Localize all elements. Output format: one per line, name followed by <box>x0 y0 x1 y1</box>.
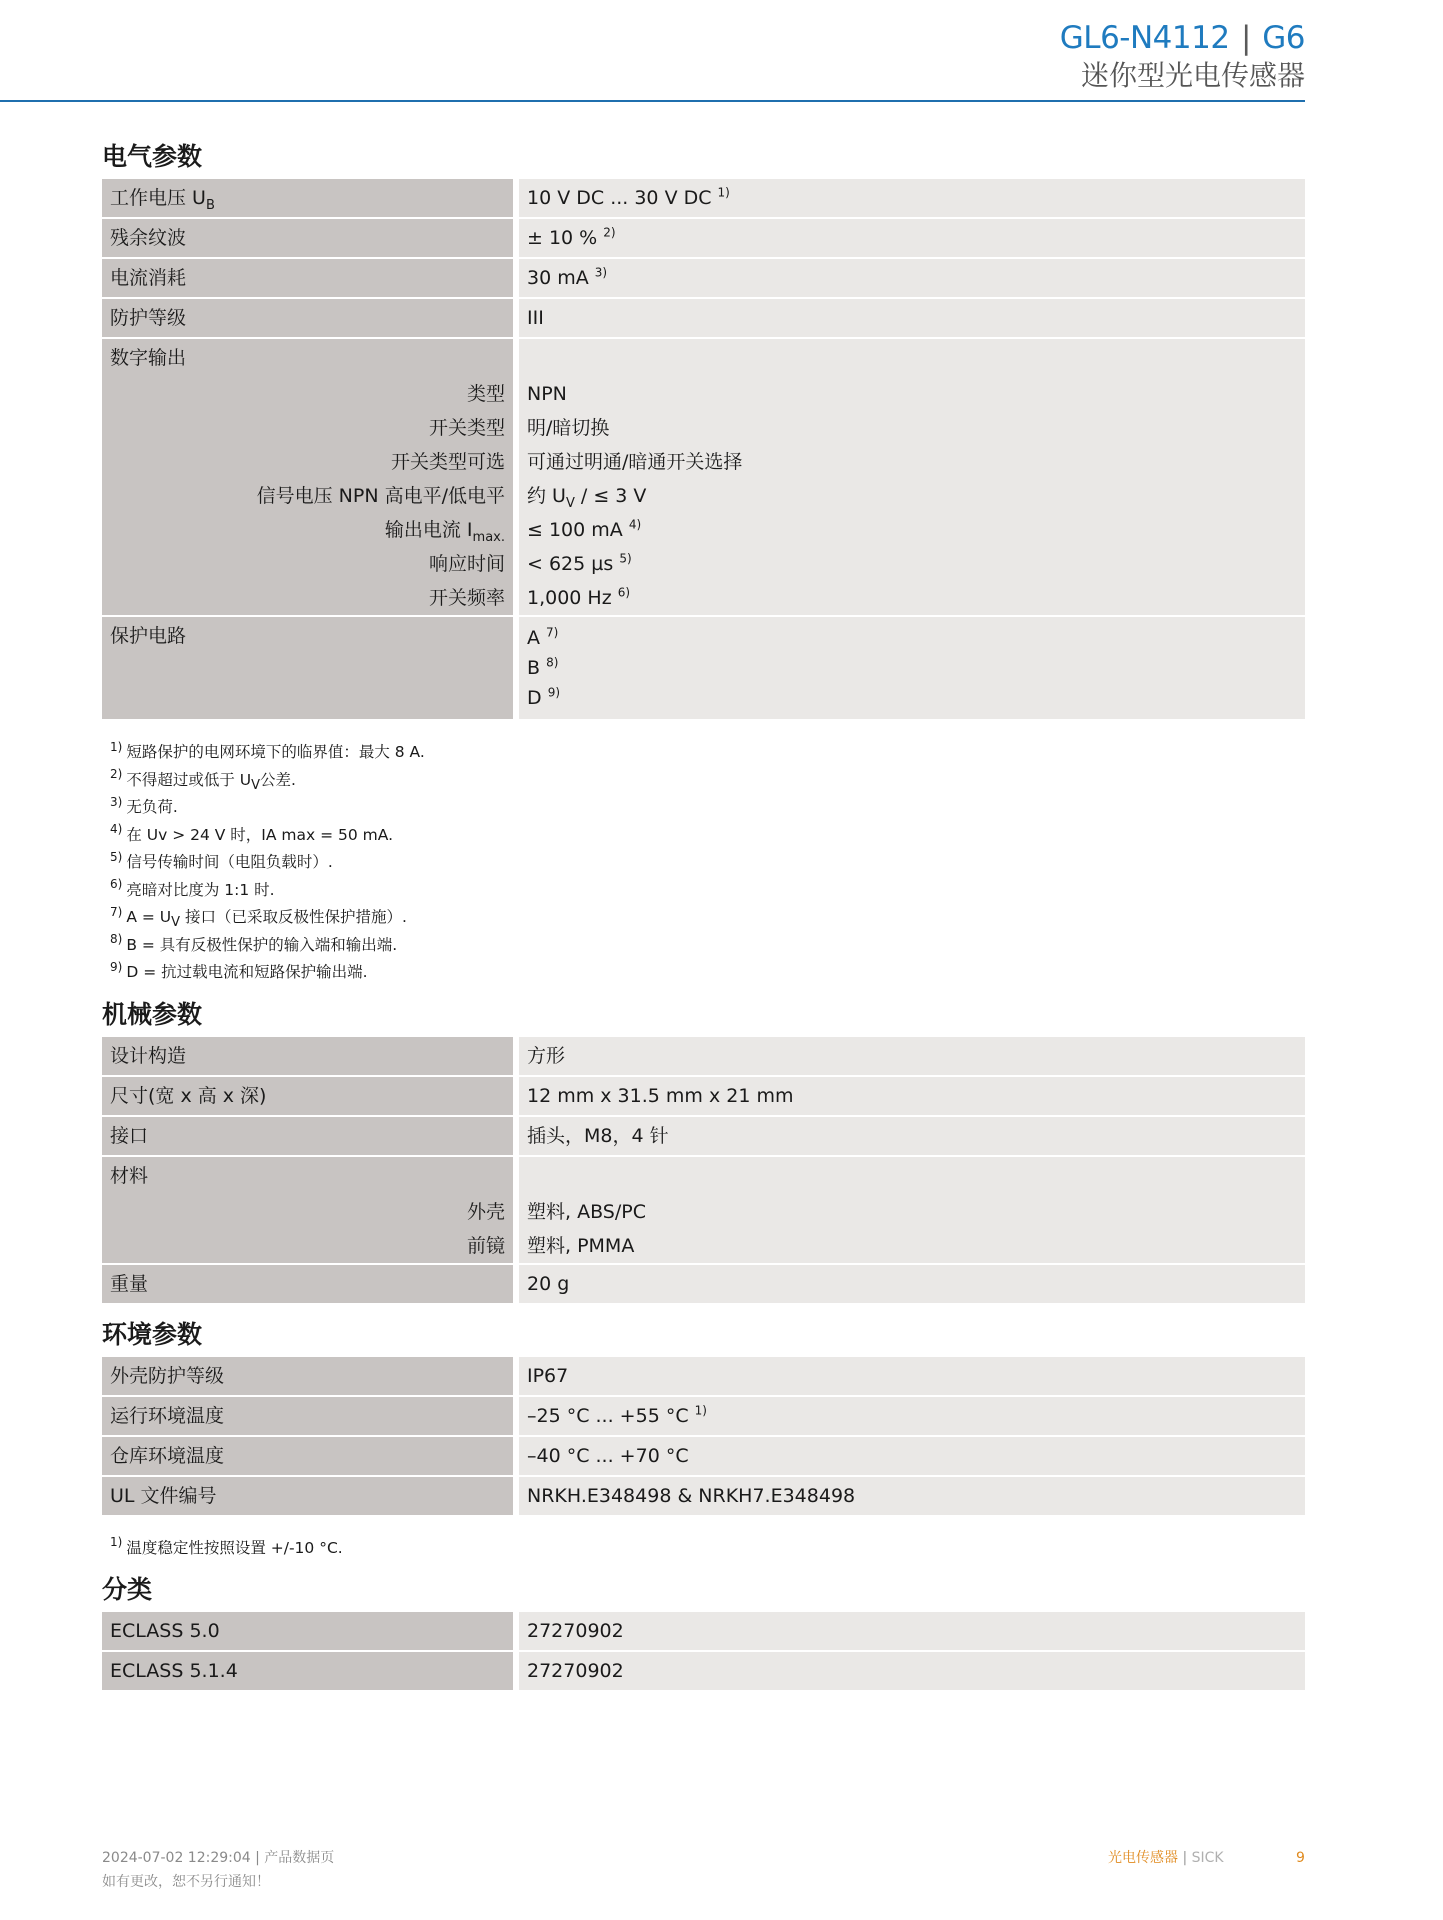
footnote: $^{8)}$ B = 具有反极性保护的输入端和输出端. <box>110 932 398 954</box>
table-row <box>102 1612 1305 1652</box>
spec-value: 27270902 <box>513 1612 1305 1652</box>
section-title-electrical: 电气参数 <box>102 142 203 171</box>
spec-value: 30 mA $^{3)}$ <box>513 259 1305 299</box>
table-row <box>102 339 1305 377</box>
footer-separator: | <box>1178 1850 1192 1866</box>
spec-value: NRKH.E348498 & NRKH7.E348498 <box>513 1477 1305 1515</box>
spec-value: 塑料, PMMA <box>513 1229 1305 1265</box>
spec-value <box>513 339 1305 377</box>
spec-label: 设计构造 <box>102 1037 513 1077</box>
spec-value: 27270902 <box>513 1652 1305 1690</box>
table-subrow <box>102 1195 1305 1229</box>
spec-value <box>513 617 1305 719</box>
spec-value: 12 mm x 31.5 mm x 21 mm <box>513 1077 1305 1117</box>
table-row <box>102 179 1305 219</box>
spec-label: 接口 <box>102 1117 513 1157</box>
table-subrow <box>102 411 1305 445</box>
footnote: $^{4)}$ 在 Uv > 24 V 时，IA max = 50 mA. <box>110 822 394 844</box>
ambient-footnotes <box>110 1535 1305 1563</box>
spec-value: 20 g <box>513 1265 1305 1303</box>
table-subrow <box>102 445 1305 479</box>
footer-brand: SICK <box>1191 1850 1224 1866</box>
spec-value: 10 V DC ... 30 V DC $^{1)}$ <box>513 179 1305 219</box>
spec-value: 塑料, ABS/PC <box>513 1195 1305 1229</box>
spec-value: 方形 <box>513 1037 1305 1077</box>
footer-notice: 如有更改，恕不另行通知！ <box>102 1874 270 1890</box>
footnote: $^{6)}$ 亮暗对比度为 1:1 时. <box>110 877 275 899</box>
spec-value: 1,000 Hz $^{6)}$ <box>513 581 1305 617</box>
spec-sublabel: 前镜 <box>102 1229 513 1265</box>
ambient-table <box>102 1357 1305 1515</box>
table-subrow <box>102 513 1305 547</box>
header-rule <box>0 100 1305 102</box>
spec-value: –25 °C ... +55 °C $^{1)}$ <box>513 1397 1305 1437</box>
spec-value: 约 $U_V$ / ≤ 3 V <box>513 479 1305 513</box>
spec-sublabel: 类型 <box>102 377 513 411</box>
spec-label: 残余纹波 <box>102 219 513 259</box>
spec-label: 尺寸(宽 x 高 x 深) <box>102 1077 513 1117</box>
table-subrow <box>102 581 1305 617</box>
table-row <box>102 1437 1305 1477</box>
table-row <box>102 219 1305 259</box>
spec-sublabel: 信号电压 NPN 高电平/低电平 <box>102 479 513 513</box>
spec-label: 数字输出 <box>102 339 513 377</box>
table-row <box>102 259 1305 299</box>
footnote: $^{1)}$ 温度稳定性按照设置 +/-10 °C. <box>110 1535 343 1557</box>
spec-value: ± 10 % $^{2)}$ <box>513 219 1305 259</box>
header-separator: | <box>1240 20 1251 56</box>
spec-label: ECLASS 5.1.4 <box>102 1652 513 1690</box>
section-title-classification: 分类 <box>102 1575 153 1604</box>
spec-label: 重量 <box>102 1265 513 1303</box>
page-number: 9 <box>1296 1850 1305 1866</box>
spec-value: –40 °C ... +70 °C <box>513 1437 1305 1477</box>
table-row <box>102 1652 1305 1690</box>
section-title-mechanical: 机械参数 <box>102 999 203 1029</box>
spec-value: NPN <box>513 377 1305 411</box>
classification-table <box>102 1612 1305 1690</box>
table-row <box>102 1357 1305 1397</box>
spec-value: < 625 µs $^{5)}$ <box>513 547 1305 581</box>
spec-label: 运行环境温度 <box>102 1397 513 1437</box>
spec-value <box>513 1157 1305 1195</box>
table-row <box>102 1157 1305 1195</box>
document-header <box>1060 18 1305 94</box>
footnote: $^{7)}$ $A = U_V$ 接口（已采取反极性保护措施）. <box>110 904 407 931</box>
spec-sublabel: 开关类型可选 <box>102 445 513 479</box>
spec-value: III <box>513 299 1305 339</box>
circuit-b: B $^{8)}$ <box>527 655 559 679</box>
table-subrow <box>102 547 1305 581</box>
section-title-ambient: 环境参数 <box>102 1319 203 1349</box>
product-code-text: GL6-N4112 <box>1059 20 1230 56</box>
table-row <box>102 1477 1305 1515</box>
table-row <box>102 1397 1305 1437</box>
electrical-footnotes <box>110 739 1305 987</box>
table-row <box>102 1117 1305 1157</box>
table-row <box>102 617 1305 719</box>
mechanical-table <box>102 1037 1305 1303</box>
spec-label: 仓库环境温度 <box>102 1437 513 1477</box>
electrical-table <box>102 179 1305 719</box>
table-row <box>102 299 1305 339</box>
product-family: G6 <box>1262 20 1305 56</box>
spec-label: 工作电压 $U_B$ <box>102 179 513 219</box>
spec-label: 防护等级 <box>102 299 513 339</box>
table-row <box>102 1037 1305 1077</box>
footer-date: 2024-07-02 12:29:04 | 产品数据页 <box>102 1850 335 1866</box>
spec-value: 明/暗切换 <box>513 411 1305 445</box>
main-content <box>102 135 1305 1690</box>
table-row <box>102 1265 1305 1303</box>
spec-value: ≤ 100 mA $^{4)}$ <box>513 513 1305 547</box>
table-subrow <box>102 377 1305 411</box>
spec-label: 材料 <box>102 1157 513 1195</box>
spec-value: 可通过明通/暗通开关选择 <box>513 445 1305 479</box>
spec-value: 插头，M8，4 针 <box>513 1117 1305 1157</box>
footnote: $^{9)}$ D = 抗过载电流和短路保护输出端. <box>110 959 368 981</box>
spec-value: IP67 <box>513 1357 1305 1397</box>
footer-category: 光电传感器 <box>1108 1850 1178 1866</box>
table-subrow <box>102 1229 1305 1265</box>
table-row <box>102 1077 1305 1117</box>
spec-sublabel: 外壳 <box>102 1195 513 1229</box>
spec-label: 电流消耗 <box>102 259 513 299</box>
footer-left <box>102 1846 334 1894</box>
spec-label: 外壳防护等级 <box>102 1357 513 1397</box>
footnote: $^{1)}$ 短路保护的电网环境下的临界值：最大 8 A. <box>110 739 425 761</box>
table-subrow <box>102 479 1305 513</box>
spec-sublabel: 输出电流 $I_{max.}$ <box>102 513 513 547</box>
spec-label: ECLASS 5.0 <box>102 1612 513 1652</box>
spec-sublabel: 响应时间 <box>102 547 513 581</box>
spec-sublabel: 开关类型 <box>102 411 513 445</box>
footnote: $^{5)}$ 信号传输时间（电阻负载时）. <box>110 849 333 871</box>
spec-label: 保护电路 <box>102 617 513 719</box>
spec-sublabel: 开关频率 <box>102 581 513 617</box>
footnote: $^{2)}$ 不得超过或低于 $U_V$公差. <box>110 767 296 793</box>
product-subtitle: 迷你型光电传感器 <box>1080 59 1305 92</box>
product-code <box>1060 18 1305 58</box>
footer-right <box>1108 1846 1224 1870</box>
footnote: $^{3)}$ 无负荷. <box>110 794 178 816</box>
circuit-a: A $^{7)}$ <box>527 625 559 649</box>
spec-label: UL 文件编号 <box>102 1477 513 1515</box>
circuit-d: D $^{9)}$ <box>527 685 561 709</box>
